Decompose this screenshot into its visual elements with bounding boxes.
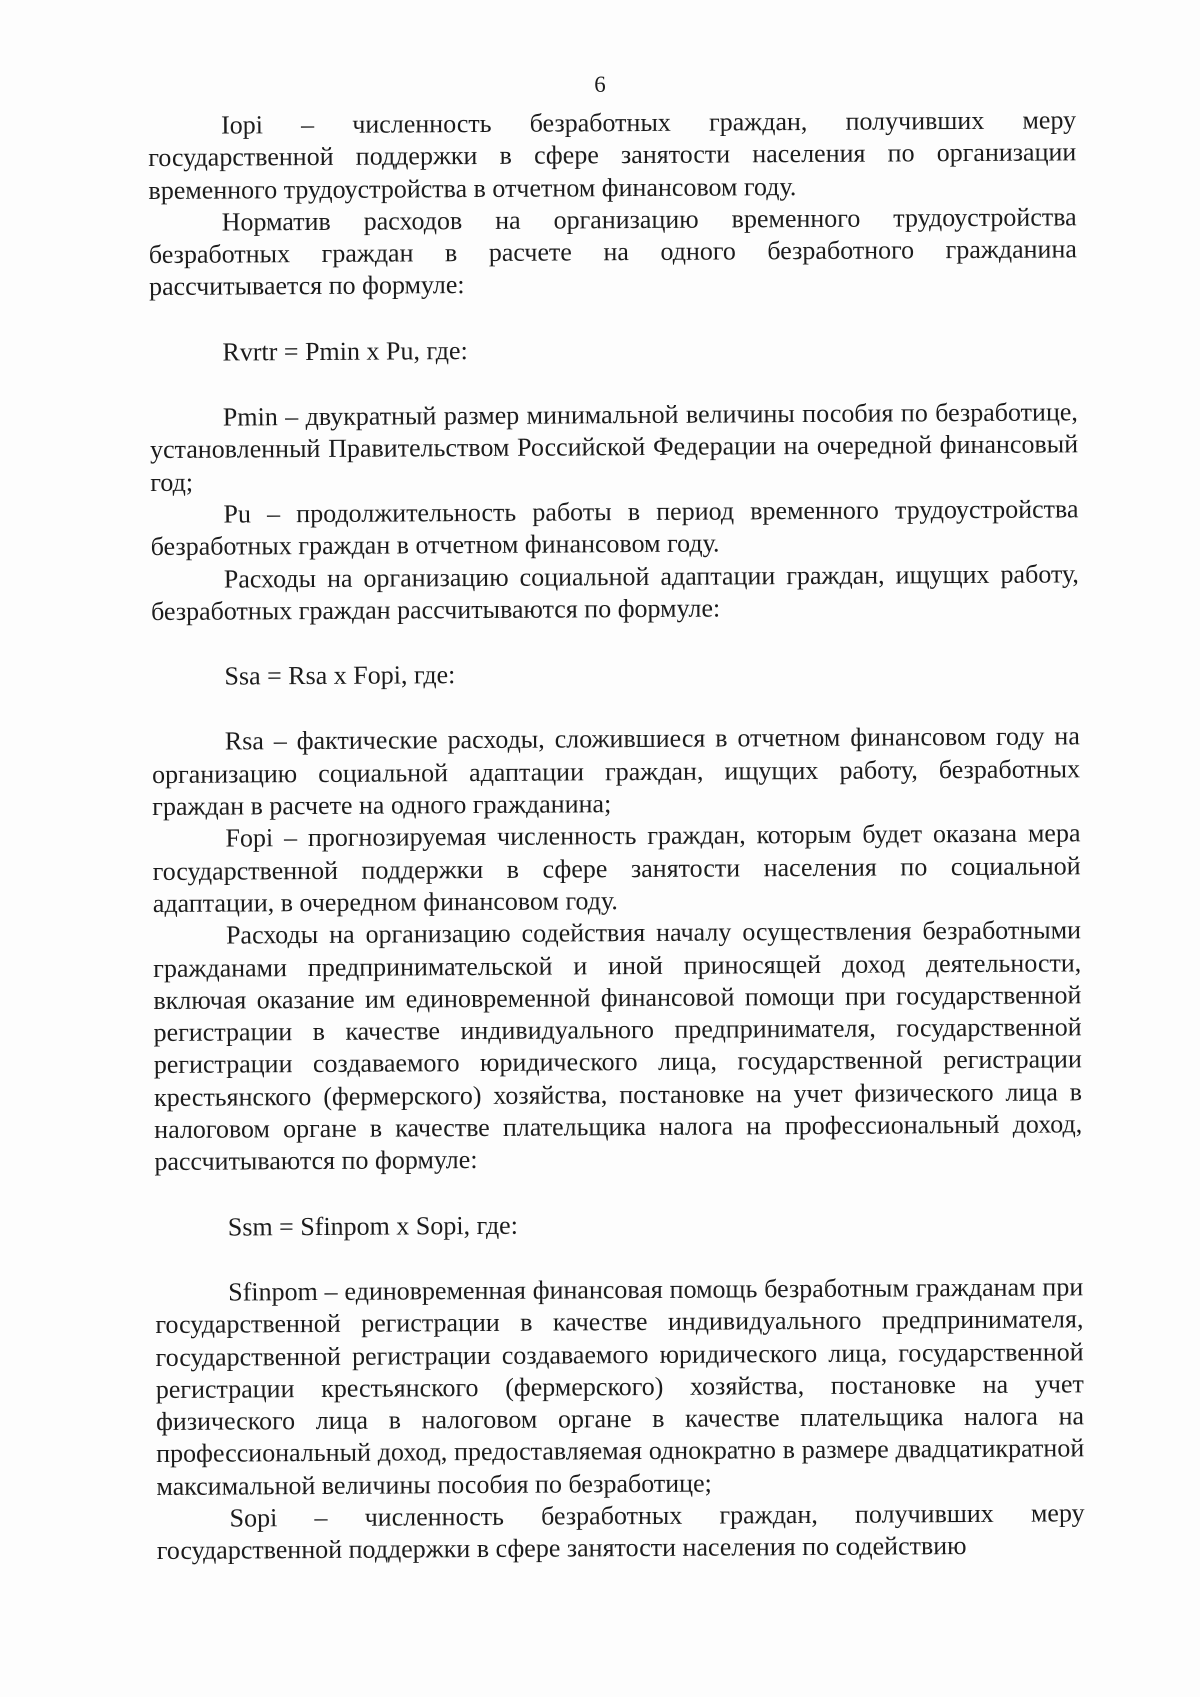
- page-number: 6: [594, 72, 606, 97]
- definition-sopi: Sopi – численность безработных граждан, получивших меру государственной поддержки в сфере занятости населения по содействию: [156, 1498, 1085, 1566]
- definition-sfinpom: Sfinpom – единовременная финансовая помощь безработным гражданам при государственной регистрации в качестве индивидуального предпринимателя, государственной регистрации создаваемого юридического лица, государственной регистрации крестьянского (фермерского) хозяйства, постановке на учет физического лица в налоговом органе в качестве плательщика налога на профессиональный доход, предоставляемая однократно в размере двадцатикратной максимальной величины пособия по безработице;: [155, 1272, 1085, 1501]
- document-body: [148, 104, 1085, 1567]
- definition-fopi: Fopi – прогнозируемая численность граждан, которым будет оказана мера государственной поддержки в сфере занятости населения по социальной адаптации, в очередном финансовом году.: [152, 818, 1081, 918]
- paragraph-ssm-intro: Расходы на организацию содействия началу осуществления безработными гражданами предпринимательской и иной приносящей доход деятельности, включая оказание им единовременной финансовой помощи при государственной регистрации в качестве индивидуального предпринимателя, государственной регистрации создаваемого юридического лица, государственной регистрации крестьянского (фермерского) хозяйства, постановке на учет физического лица в налоговом органе в качестве плательщика налога на профессиональный доход, рассчитываются по формуле:: [153, 915, 1083, 1177]
- paragraph-rvrtr-intro: Норматив расходов на организацию временного трудоустройства безработных граждан в расчете на одного безработного гражданина рассчитывается по формуле:: [148, 202, 1077, 302]
- formula-ssa: Ssa = Rsa x Fopi, где:: [224, 660, 456, 691]
- definition-rsa: Rsa – фактические расходы, сложившиеся в отчетном финансовом году на организацию социальной адаптации граждан, ищущих работу, безработных граждан в расчете на одного гражданина;: [151, 721, 1081, 822]
- formula-rvrtr: Rvrtr = Pmin x Pu, где:: [222, 335, 468, 367]
- definition-iopi: Iopi – численность безработных граждан, получивших меру государственной поддержки в сфере занятости населения по организации временного трудоустройства в отчетном финансовом году.: [148, 105, 1077, 205]
- paragraph-ssa-intro: Расходы на организацию социальной адаптации граждан, ищущих работу, безработных граждан рассчитываются по формуле:: [150, 558, 1079, 626]
- formula-ssm: Ssm = Sfinpom x Sopi, где:: [227, 1210, 518, 1242]
- definition-pmin: Pmin – двукратный размер минимальной величины пособия по безработице, установленный Правительством Российской Федерации на очередной финансовый год;: [149, 397, 1079, 497]
- definition-pu: Pu – продолжительность работы в период временного трудоустройства безработных граждан в отчетном финансовом году.: [150, 494, 1079, 562]
